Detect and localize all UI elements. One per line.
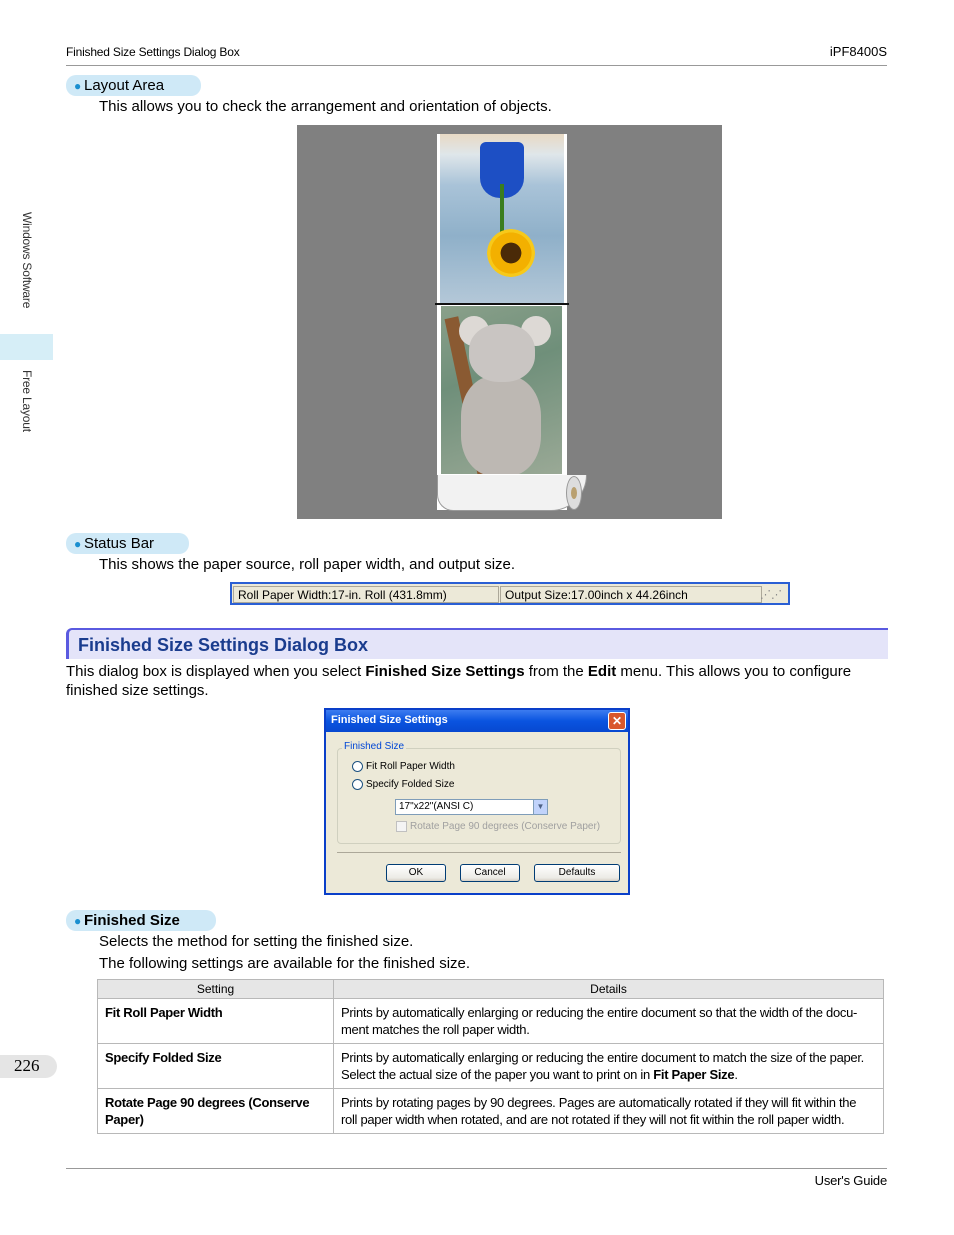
setting-cell: Specify Folded Size [98,1044,334,1089]
finished-size-pill [66,910,216,931]
side-chapter-tab [0,334,53,360]
sunflower-shape [487,229,535,277]
settings-table [97,979,884,1134]
table-row [98,1089,884,1134]
koala-body-shape [461,376,541,474]
radio-fit-roll-width[interactable] [352,761,455,772]
running-header-model: iPF8400S [829,44,887,59]
status-bar [230,582,790,605]
details-cell [334,1044,884,1089]
output-size-pane: Output Size:17.00inch x 44.26inch [500,586,762,603]
intro-text: finished size settings. [66,682,209,699]
details-text: Prints by automatically enlarging or reducing the entire document to match the size of the paper. [341,1050,864,1065]
section-heading-bar [66,628,888,659]
radio-label: Fit Roll Paper Width [366,761,455,773]
intro-menu-name: Edit [587,663,617,680]
koala-image[interactable] [441,306,562,474]
section-intro [66,662,888,700]
layout-area-preview[interactable] [297,125,722,519]
running-header-title: Finished Size Settings Dialog Box [66,45,240,59]
radio-button-icon[interactable] [352,779,363,790]
intro-text: from the [524,663,588,680]
layout-area-pill [66,75,201,96]
details-cell [334,999,884,1044]
folded-size-value: 17"x22"(ANSI C) [399,801,474,812]
status-bar-pill [66,533,189,554]
layout-area-description: This allows you to check the arrangement and orientation of objects. [99,98,552,115]
bullet-icon: ● [74,79,82,93]
table-row [98,1044,884,1089]
cancel-button[interactable]: Cancel [460,864,520,882]
ok-button[interactable]: OK [386,864,446,882]
details-text: roll paper width when rotated, and are not rotated if they will not fit within the roll paper width. [341,1112,845,1127]
sunflower-image[interactable] [440,134,564,304]
bullet-icon: ● [74,537,82,551]
details-text: Select the actual size of the paper you want to print on in [341,1067,654,1082]
finished-size-dialog [324,708,630,895]
details-text: Prints by rotating pages by 90 degrees. Pages are automatically rotated if they will fit within the [341,1095,857,1110]
rotate-checkbox-row[interactable] [396,821,600,832]
close-icon[interactable]: ✕ [608,712,626,730]
column-header-setting: Setting [98,980,334,999]
resize-grip-icon[interactable]: ⋰⋰ [760,589,782,601]
rotate-checkbox-label: Rotate Page 90 degrees (Conserve Paper) [410,821,601,833]
finished-size-label: Finished Size [84,912,180,929]
footer-guide-name: User's Guide [814,1173,887,1188]
details-text: ment matches the roll paper width. [341,1022,530,1037]
side-subchapter-label: Free Layout [20,370,34,432]
status-bar-description: This shows the paper source, roll paper width, and output size. [99,556,516,573]
setting-text: Paper) [105,1112,144,1127]
chevron-down-icon[interactable]: ▼ [533,800,547,814]
group-label: Finished Size [344,741,405,752]
roll-width-pane: Roll Paper Width:17-in. Roll (431.8mm) [233,586,499,603]
dialog-title: Finished Size Settings [331,714,448,726]
roll-core-center [571,487,577,499]
table-header-row [98,980,884,999]
defaults-button[interactable]: Defaults [534,864,620,882]
setting-cell: Fit Roll Paper Width [98,999,334,1044]
radio-button-icon[interactable] [352,761,363,772]
radio-label: Specify Folded Size [366,779,455,791]
koala-head-shape [469,324,535,382]
status-bar-label: Status Bar [84,535,155,552]
dialog-titlebar[interactable] [326,710,628,732]
details-bold-term: Fit Paper Size [653,1067,735,1082]
table-row [98,999,884,1044]
details-cell [334,1089,884,1134]
bullet-icon: ● [74,914,82,928]
radio-specify-folded-size[interactable] [352,779,454,790]
setting-text: Rotate Page 90 degrees (Conserve [105,1095,310,1110]
details-text: Prints by automatically enlarging or reducing the entire document so that the width of the docu- [341,1005,858,1020]
finished-size-desc-2: The following settings are available for the finished size. [99,955,471,972]
finished-size-desc-1: Selects the method for setting the finished size. [99,933,414,950]
page-number: 226 [0,1055,57,1078]
dialog-separator [337,852,621,853]
folded-size-select[interactable] [395,799,548,815]
roll-paper-curl [437,475,587,511]
side-chapter-label: Windows Software [20,212,34,309]
checkbox-icon[interactable] [396,821,407,832]
layout-area-label: Layout Area [84,77,165,94]
setting-cell [98,1089,334,1134]
intro-text: menu. This allows you to configure [616,663,852,680]
intro-menu-item: Finished Size Settings [365,663,525,680]
footer-rule [66,1168,887,1169]
intro-text: This dialog box is displayed when you select [66,663,366,680]
page-break-line [435,303,569,305]
section-heading: Finished Size Settings Dialog Box [78,635,369,655]
header-rule [66,65,887,66]
column-header-details: Details [334,980,884,999]
details-text: . [734,1067,738,1082]
